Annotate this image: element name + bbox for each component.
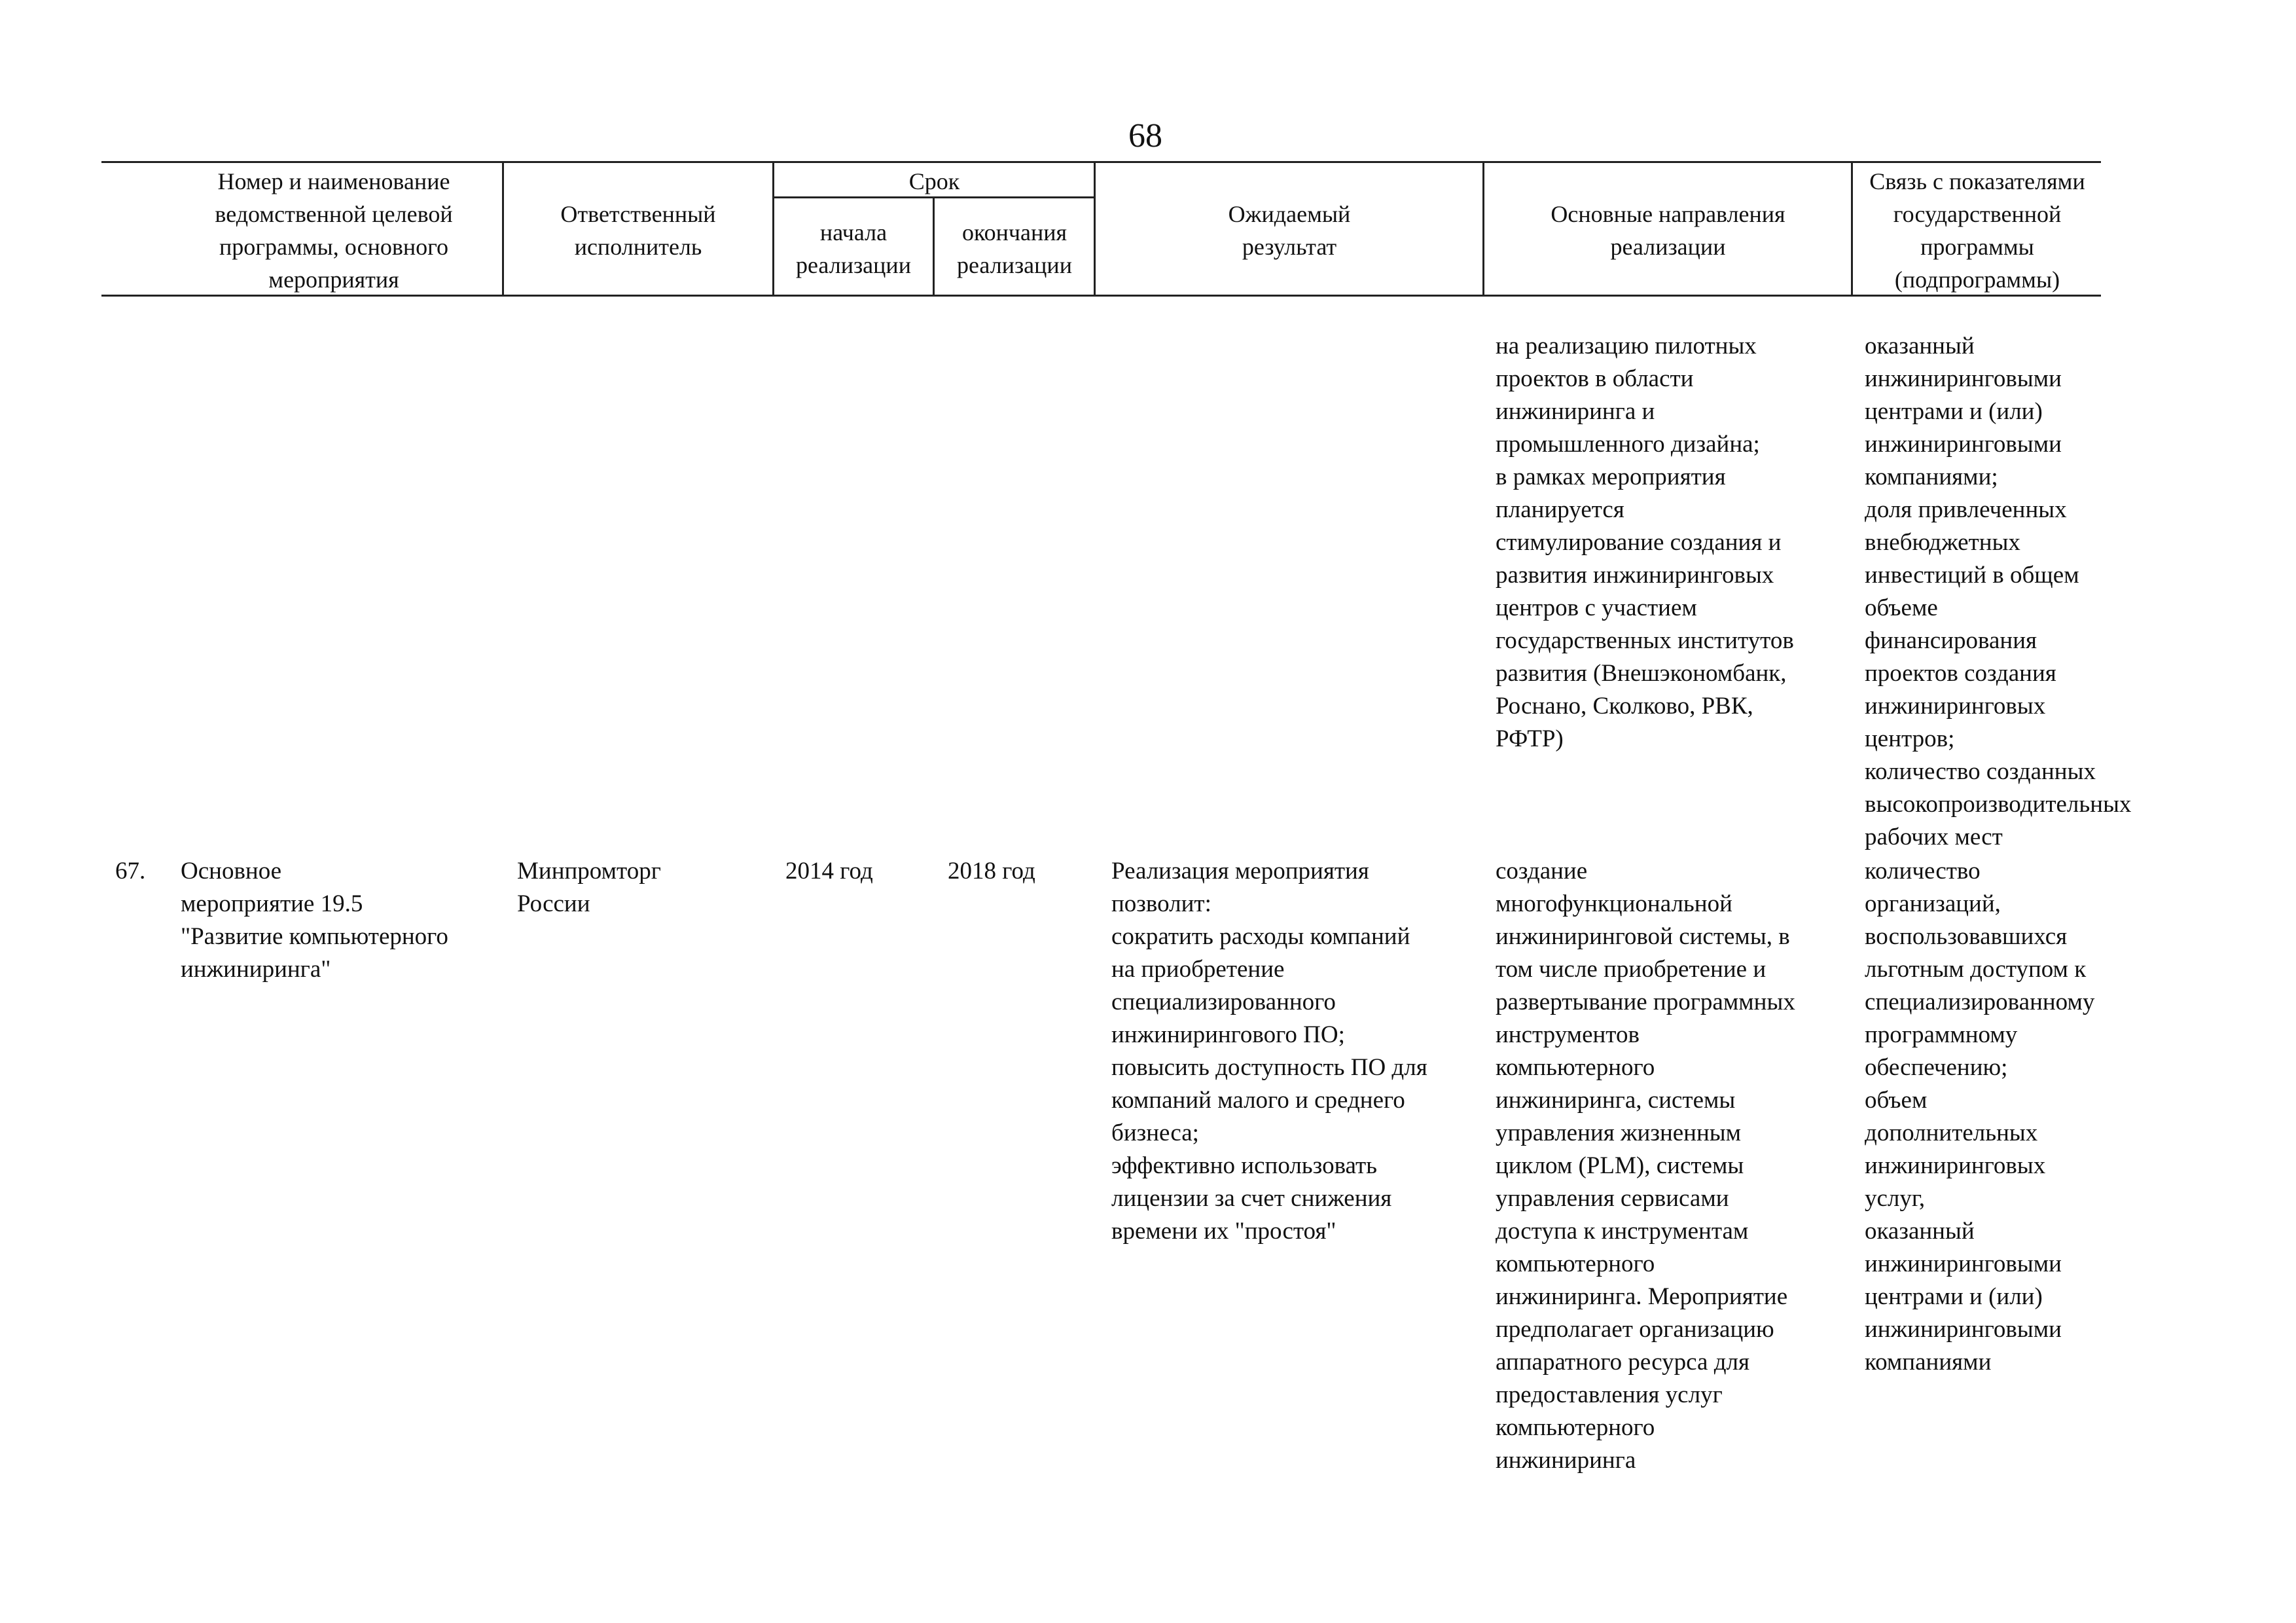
header-term-start: начала реализации bbox=[796, 219, 911, 278]
header-indicator-link: Связь с показателями государственной программы (подпрограммы) bbox=[1869, 168, 2085, 293]
header-term: Срок bbox=[908, 168, 960, 194]
page-number: 68 bbox=[1128, 117, 1162, 155]
row-number: 67. bbox=[115, 858, 146, 884]
table-top-rule bbox=[101, 161, 2101, 163]
row-start-year: 2014 год bbox=[785, 858, 873, 884]
header-main-directions: Основные направления реализации bbox=[1551, 201, 1785, 260]
continued-directions-cell: на реализацию пилотных проектов в области инжиниринга и промышленного дизайна; в рамках мероприятия планируется стимулирование создания и развития инжиниринговых центров с участием государственных институтов развития (Внешэкономбанк, Роснано, Сколково, РВК, РФТР) bbox=[1496, 333, 1794, 752]
row-end-year: 2018 год bbox=[948, 858, 1035, 884]
row-expected-result: Реализация мероприятия позволит: сократить расходы компаний на приобретение специализированного инжинирингового ПО; повысить доступность ПО для компаний малого и среднего бизнеса; эффективно использовать лицензии за счет снижения времени их "простоя" bbox=[1111, 858, 1427, 1245]
header-expected-result: Ожидаемый результат bbox=[1228, 201, 1351, 260]
row-responsible: Минпромторг России bbox=[517, 858, 661, 917]
row-main-directions: создание многофункциональной инжиниринговой системы, в том числе приобретение и развертывание программных инструментов компьютерного инжиниринга, системы управления жизненным циклом (PLM), системы управления сервисами доступа к инструментам компьютерного инжиниринга. Мероприятие предполагает организацию аппаратного ресурса для предоставления услуг компьютерного инжиниринга bbox=[1496, 858, 1795, 1474]
header-program-name: Номер и наименование ведомственной целевой программы, основного мероприятия bbox=[215, 168, 453, 293]
header-responsible: Ответственный исполнитель bbox=[560, 201, 716, 260]
continued-indicators-cell: оказанный инжиниринговыми центрами и (или) инжиниринговыми компаниями; доля привлеченных внебюджетных инвестиций в общем объеме финансирования проектов создания инжиниринговых центров; количество созданных высокопроизводительных рабочих мест bbox=[1865, 333, 2132, 850]
row-program-name: Основное мероприятие 19.5 "Развитие компьютерного инжиниринга" bbox=[181, 858, 448, 983]
row-indicators: количество организаций, воспользовавшихся льготным доступом к специализированному программному обеспечению; объем дополнительных инжиниринговых услуг, оказанный инжиниринговыми центрами и (или) инжиниринговыми компаниями bbox=[1865, 858, 2095, 1376]
header-term-end: окончания реализации bbox=[957, 219, 1072, 278]
